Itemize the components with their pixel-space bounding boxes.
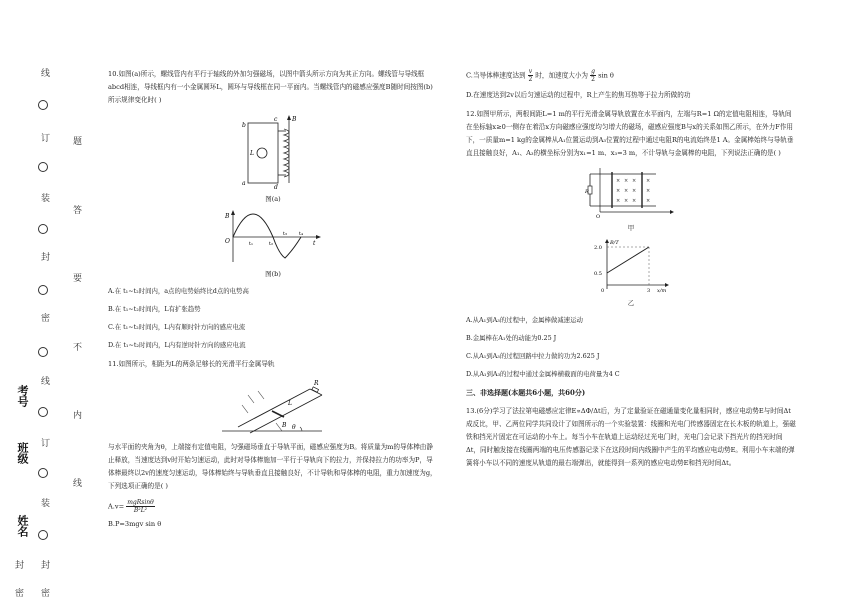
figure-jia-caption: 甲 bbox=[627, 224, 635, 232]
binding-hole bbox=[38, 224, 48, 234]
warning-char: 要 bbox=[71, 273, 81, 282]
binding-hole bbox=[38, 347, 48, 357]
question-12-text: 12.如图甲所示，两根间距L=1 m的平行光滑金属导轨放置在水平面内，左端与R=1 Ω的定值电阻相连，导轨间在坐标轴x≥0一侧存在着沿x方向磁感应强度均匀增大的磁场，磁感应强度B与x的关系如图乙所示，在外力F作用下，一质量m=1 kg的金属棒从A₁位置运动到A₃位置的过程中通过电阻R的电流始终是1 A。金属棒始终与导轨垂直且接触良好，A₁、A₃的横坐标分别为x₁=1 m、x₃=3 m，不计导轨与金属棒的电阻，下列说法正确的是( ) bbox=[466, 110, 794, 157]
binding-hole bbox=[38, 285, 48, 295]
figure-a-solenoid bbox=[238, 113, 308, 189]
figure-yi-caption: 乙 bbox=[627, 299, 635, 307]
figure-a-caption: 图(a) bbox=[265, 195, 281, 203]
svg-text:×: × bbox=[624, 178, 629, 184]
svg-text:×: × bbox=[632, 188, 637, 194]
q11-option-c-prefix: C.当导体棒速度达到 bbox=[466, 71, 526, 80]
svg-text:×: × bbox=[646, 188, 651, 194]
graph-b-origin: O bbox=[225, 238, 230, 245]
svg-text:B: B bbox=[292, 116, 297, 123]
svg-text:B: B bbox=[282, 422, 287, 429]
q11-option-a bbox=[108, 499, 438, 514]
q11-option-a-prefix: A.v= bbox=[108, 502, 125, 511]
warning-char: 内 bbox=[71, 410, 81, 419]
warning-char: 题 bbox=[71, 136, 81, 145]
binding-char: 密 bbox=[39, 588, 49, 597]
graph-b-tick: t₂ bbox=[269, 241, 274, 247]
svg-text:×: × bbox=[624, 188, 629, 194]
binding-hole bbox=[38, 100, 48, 110]
figure-b-graph bbox=[223, 210, 323, 264]
svg-text:×: × bbox=[646, 198, 651, 204]
question-11-intro: 11.如图所示，相距为L的两条足够长的光滑平行金属导轨 bbox=[108, 360, 275, 368]
q11-option-d: D.在速度达到2v以后匀速运动的过程中，R上产生的焦耳热等于拉力所做的功 bbox=[466, 91, 691, 99]
q10-option-a: A.在 t₁~t₂时间内，a点的电势始终比d点的电势高 bbox=[108, 287, 249, 295]
q10-option-d: D.在 t₁~t₂时间内，L内有逆时针方向的感应电流 bbox=[108, 341, 246, 349]
binding-char: 订 bbox=[39, 438, 49, 447]
label-name: 姓名 bbox=[16, 515, 29, 537]
graph-yi-y-label: B/T bbox=[610, 240, 619, 246]
graph-b-tick: t₁ bbox=[249, 241, 254, 247]
figure-jia-rails bbox=[586, 166, 676, 218]
question-11-text: 与水平面的夹角为θ，上端接有定值电阻，匀强磁场垂直于导轨平面，磁感应强度为B。将质量为m的导体棒由静止释放，当速度达到v时开始匀速运动，此时对导体棒施加一平行于导轨向下的拉力，并保持拉力的功率为P，导体棒最终以2v的速度匀速运动，导体棒始终与导轨垂直且接触良好，不计导轨和导体棒的电阻，重力加速度为g，下列选项正确的是( ) bbox=[108, 443, 437, 490]
svg-text:×: × bbox=[646, 178, 651, 184]
label-class: 班级 bbox=[16, 442, 29, 464]
q10-option-b: B.在 t₁~t₂时间内，L有扩张趋势 bbox=[108, 305, 201, 313]
binding-char: 密 bbox=[13, 588, 23, 597]
q12-option-a: A.从A₁到A₃的过程中，金属棒做减速运动 bbox=[466, 316, 583, 324]
q11-option-a-fraction bbox=[126, 499, 155, 514]
graph-b-y-label: B bbox=[225, 213, 230, 220]
graph-yi-x-tick: 3 bbox=[647, 288, 651, 294]
svg-text:L: L bbox=[288, 400, 292, 407]
q11-option-a-denominator: B²L² bbox=[133, 507, 148, 514]
figure-b-caption: 图(b) bbox=[265, 270, 281, 278]
q11-option-c-mid: 时，加速度大小为 bbox=[535, 71, 589, 80]
binding-char: 封 bbox=[13, 560, 23, 569]
warning-char: 线 bbox=[71, 478, 81, 487]
svg-text:×: × bbox=[616, 188, 621, 194]
warning-char: 答 bbox=[71, 205, 81, 214]
svg-text:×: × bbox=[632, 178, 637, 184]
binding-hole bbox=[38, 162, 48, 172]
svg-text:×: × bbox=[632, 198, 637, 204]
q10-option-c: C.在 t₁~t₂时间内，L内有顺时针方向的感应电流 bbox=[108, 323, 246, 331]
q11-option-c-suffix: sin θ bbox=[598, 71, 614, 80]
graph-b-tick: t₃ bbox=[283, 231, 288, 237]
graph-b-tick: t₄ bbox=[299, 231, 304, 237]
binding-hole bbox=[38, 530, 48, 540]
label-exam-number: 考号 bbox=[16, 385, 29, 407]
figure-q11-incline bbox=[218, 375, 328, 437]
warning-char: 不 bbox=[71, 342, 81, 351]
graph-yi-y-tick: 0.5 bbox=[594, 271, 602, 277]
svg-text:b: b bbox=[242, 122, 246, 129]
svg-text:L: L bbox=[250, 150, 254, 157]
graph-b-x-label: t bbox=[313, 240, 316, 247]
graph-yi-y-tick: 2.0 bbox=[594, 245, 602, 251]
question-13-text: 13.(6分)学习了法拉第电磁感应定律E∝ΔΦ/Δt后，为了定量验证在磁通量变化量相同时，感应电动势E与时间Δt成反比，甲、乙两位同学共同设计了如图所示的一个实验装置：线圈和光电门传感器固定在长木板的轨道上，强磁铁和挡光片固定在可运动的小车上。每当小车在轨道上运动经过光电门时，光电门会记录下挡光片的挡光时间Δt，同时触发接在线圈两端的电压传感器记录下在这段时间内线圈中产生的平均感应电动势E。利用小车末端的弹簧将小车以不同的速度从轨道的最右端弹出，就能得到一系列的感应电动势E和挡光时间Δt。 bbox=[466, 407, 796, 467]
graph-yi-origin: 0 bbox=[601, 288, 605, 294]
binding-hole bbox=[38, 407, 48, 417]
svg-text:R: R bbox=[585, 189, 589, 195]
binding-char: 线 bbox=[39, 376, 49, 385]
left-column bbox=[108, 68, 438, 537]
svg-text:a: a bbox=[242, 180, 246, 187]
q11-option-c-velocity-fraction: $\frac{v}{2}$ bbox=[528, 68, 533, 83]
q11-option-c bbox=[466, 68, 796, 83]
binding-char: 订 bbox=[39, 133, 49, 142]
svg-text:c: c bbox=[274, 116, 278, 123]
binding-char: 装 bbox=[39, 498, 49, 507]
binding-hole bbox=[38, 468, 48, 478]
svg-text:×: × bbox=[616, 198, 621, 204]
figure-yi-graph bbox=[591, 239, 671, 293]
svg-text:×: × bbox=[624, 198, 629, 204]
svg-text:O: O bbox=[596, 214, 601, 220]
binding-char: 封 bbox=[39, 252, 49, 261]
section-title: 三、非选择题(本题共6小题，共60分) bbox=[466, 388, 586, 397]
binding-char: 封 bbox=[39, 560, 49, 569]
right-column bbox=[466, 68, 796, 476]
question-10-text: 10.如图(a)所示，螺线管内有平行于轴线的外加匀强磁场，以图中箭头所示方向为其正方向。螺线管与导线框abcd相连，导线框内有一小金属圆环L，圆环与导线框在同一平面内。当螺线管内的磁感应强度B随时间按图(b)所示规律变化时( ) bbox=[108, 70, 433, 104]
q12-option-c: C.从A₁到A₃的过程回路中拉力做的功为2.625 J bbox=[466, 352, 600, 360]
binding-char: 线 bbox=[39, 68, 49, 77]
q12-option-d: D.从A₁到A₃的过程中通过金属棒横截面的电荷量为4 C bbox=[466, 370, 620, 378]
binding-char: 装 bbox=[39, 193, 49, 202]
q12-option-b: B.金属棒在A₁处的动能为0.25 J bbox=[466, 334, 557, 342]
q11-option-c-accel-fraction: $\frac{g}{2}$ bbox=[591, 68, 595, 83]
svg-text:×: × bbox=[616, 178, 621, 184]
binding-char: 密 bbox=[39, 313, 49, 322]
svg-text:d: d bbox=[274, 184, 278, 191]
graph-yi-x-label: x/m bbox=[657, 288, 667, 294]
svg-text:θ: θ bbox=[292, 424, 296, 431]
q11-option-b: B.P=3mgv sin θ bbox=[108, 520, 162, 528]
q11-option-a-numerator: mgRsinθ bbox=[127, 499, 154, 506]
svg-text:R: R bbox=[314, 380, 319, 387]
